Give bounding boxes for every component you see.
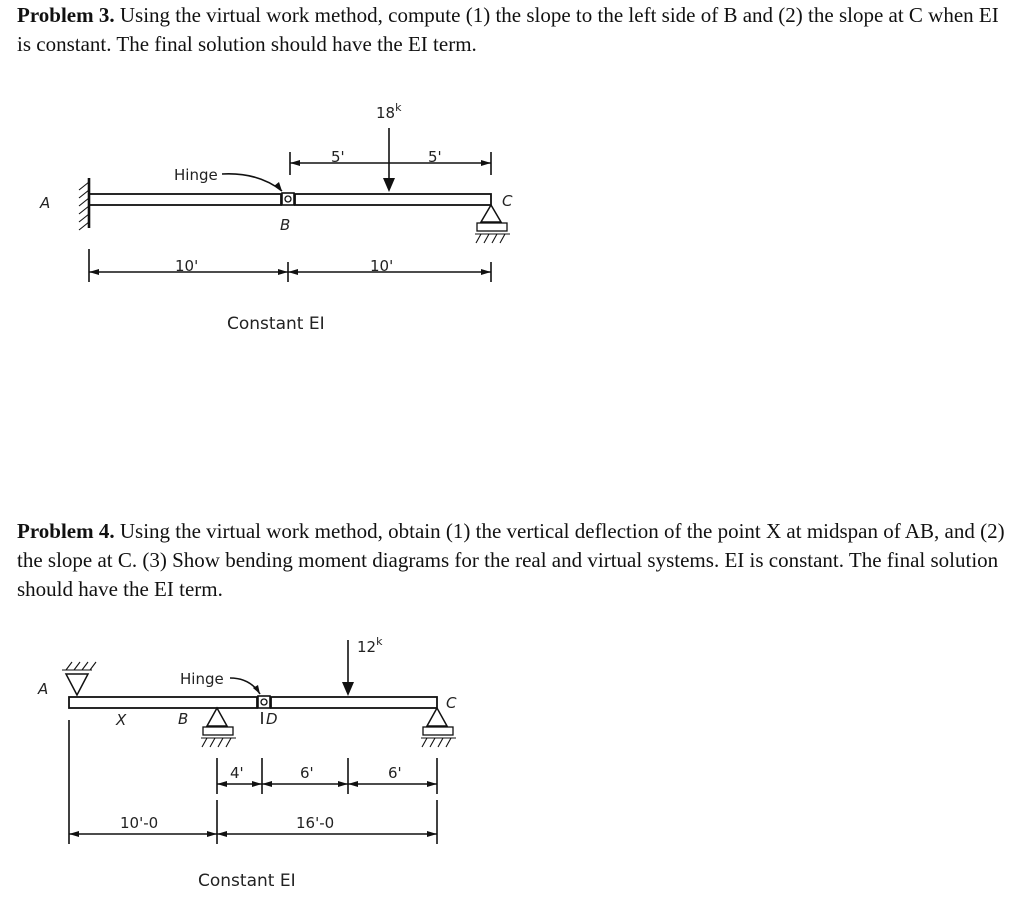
label-a: A (40, 194, 51, 212)
label-x: X (116, 711, 127, 729)
dim-arrowhead (207, 831, 217, 837)
dim-ab: 10' (175, 257, 199, 275)
hinge-leader (230, 678, 260, 694)
hinge-pin (261, 699, 267, 705)
roller-base (423, 727, 453, 735)
roller-base (203, 727, 233, 735)
problem-3-heading: Problem 3. (17, 3, 115, 27)
dim-arrowhead (427, 831, 437, 837)
label-c: C (502, 192, 513, 210)
dim-right-top: 5' (428, 148, 442, 166)
dim-left-top: 5' (331, 148, 345, 166)
dim-ab: 10'-0 (120, 814, 159, 832)
dim-arrowhead (217, 831, 227, 837)
constant-ei-label: Constant EI (227, 314, 325, 334)
ground-hatching (421, 738, 456, 747)
pin-support-a (66, 674, 88, 695)
problem-4-body: Using the virtual work method, obtain (1) the vertical deflection of the point X at midspan of AB, and (2) the slope at C. (3) Show bending moment diagrams for the real and virtual systems. EI is constant. The final solution should have the EI term. (17, 519, 1005, 601)
dim-6b: 6' (388, 764, 402, 782)
label-b: B (178, 710, 189, 728)
dim-bc: 16'-0 (296, 814, 335, 832)
dim-arrowhead (262, 781, 272, 787)
dim-arrowhead (348, 781, 358, 787)
hinge-d (258, 696, 270, 708)
problem-4-heading: Problem 4. (17, 519, 115, 543)
load-value: 18$^k$ (376, 101, 402, 122)
beam-segment-dc (271, 697, 437, 708)
problem-3-body: Using the virtual work method, compute (1) the slope to the left side of B and (2) the slope at C when EI is constant. The final solution should have the EI term. (17, 3, 999, 56)
beam-segment-ad (69, 697, 257, 708)
hinge-label: Hinge (180, 670, 224, 688)
load-arrowhead (342, 682, 354, 696)
hinge-label: Hinge (174, 166, 218, 184)
load-value: 12$^k$ (357, 635, 383, 656)
dim-arrowhead (252, 781, 262, 787)
dim-arrowhead (69, 831, 79, 837)
dim-4: 4' (230, 764, 244, 782)
label-d: D (266, 710, 278, 728)
roller-support-b (207, 708, 227, 726)
dim-arrowhead (427, 781, 437, 787)
dim-bc: 10' (370, 257, 394, 275)
label-b: B (280, 216, 291, 234)
ceiling-hatching (62, 662, 96, 670)
ground-hatching (201, 738, 236, 747)
dim-arrowhead (338, 781, 348, 787)
dim-6a: 6' (300, 764, 314, 782)
roller-support-c (427, 708, 447, 726)
constant-ei-label: Constant EI (198, 871, 296, 891)
label-c: C (446, 694, 457, 712)
label-a: A (38, 680, 49, 698)
dim-arrowhead (217, 781, 227, 787)
